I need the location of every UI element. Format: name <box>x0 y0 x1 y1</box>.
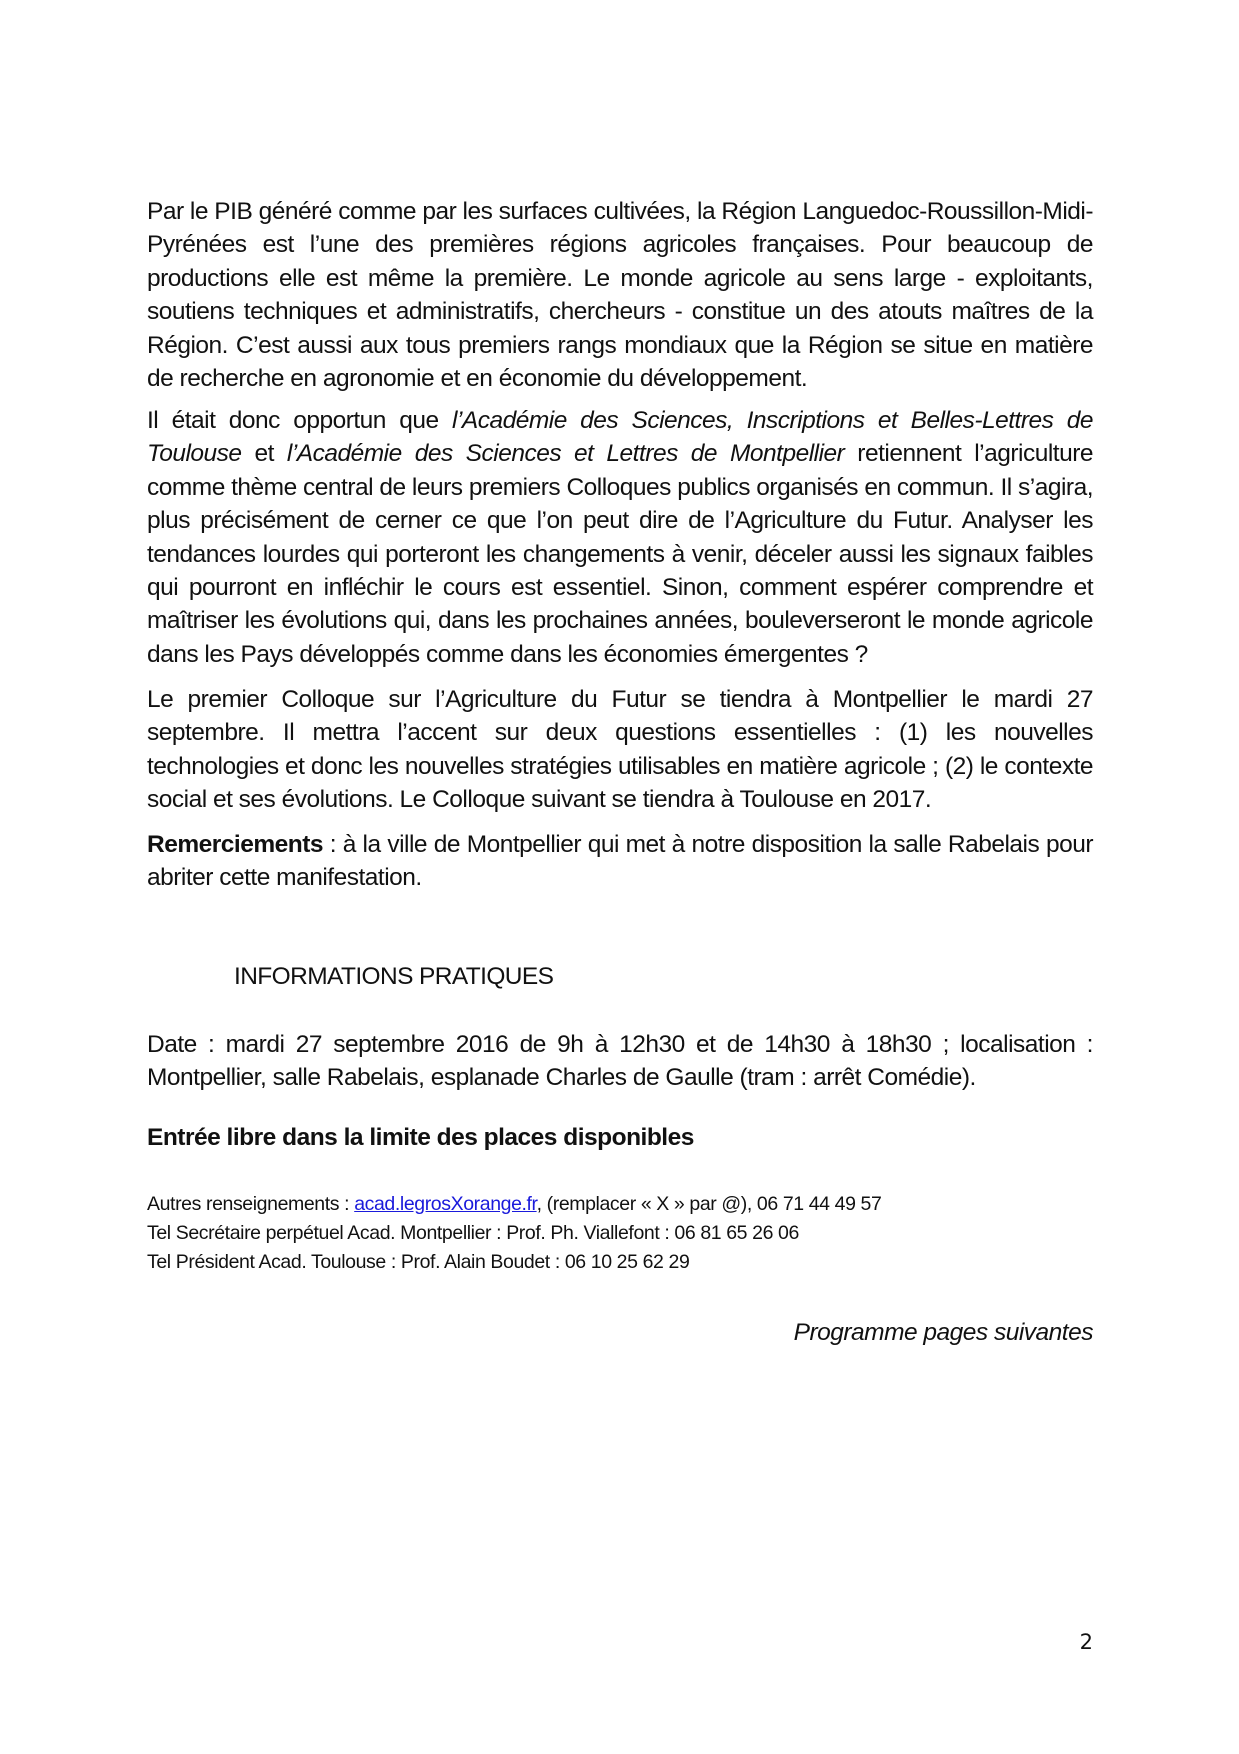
contact-secretary-line: Tel Secrétaire perpétuel Acad. Montpellier : Prof. Ph. Viallefont : 06 81 65 26 06 <box>147 1222 799 1244</box>
practical-info-heading: INFORMATIONS PRATIQUES <box>234 963 554 990</box>
academy-montpellier-name: l’Académie des Sciences et Lettres de Montpellier <box>286 440 845 468</box>
p2-text-middle: et <box>241 440 287 468</box>
programme-note: Programme pages suivantes <box>793 1319 1093 1346</box>
contact-other-line <box>147 1190 881 1219</box>
p2-text-end: retiennent l’agriculture comme thème central de leurs premiers Colloques publics organisés en commun. Il s’agira, plus précisément de cerner ce que l’on peut dire de l’Agriculture du Futur. Analyser les tendances lourdes qui porteront les changements à venir, déceler aussi les signaux faibles qui pourront en infléchir le cours est essentiel. Sinon, comment espérer comprendre et maîtriser les évolutions qui, dans les prochaines années, bouleverseront le monde agricole dans les Pays développés comme dans les économies émergentes ? <box>147 440 1093 668</box>
page-number: 2 <box>1079 1630 1093 1654</box>
contact-email-link[interactable]: acad.legrosXorange.fr <box>354 1193 537 1215</box>
intro-paragraph-region: Par le PIB généré comme par les surfaces cultivées, la Région Languedoc-Roussillon-Midi-Pyrénées est l’une des premières régions agricoles françaises. Pour beaucoup de productions elle est même la première. Le monde agricole au sens large - exploitants, soutiens techniques et administratifs, chercheurs - constitue un des atouts maîtres de la Région. C’est aussi aux tous premiers rangs mondiaux que la Région se situe en matière de recherche en agronomie et en économie du développement. <box>147 198 1094 393</box>
intro-paragraph-colloque: Le premier Colloque sur l’Agriculture du Futur se tiendra à Montpellier le mardi 27 septembre. Il mettra l’accent sur deux questions essentielles : (1) les nouvelles technologies et donc les nouvelles stratégies utilisables en matière agricole ; (2) le contexte social et ses évolutions. Le Colloque suivant se tiendra à Toulouse en 2017. <box>147 686 1093 814</box>
thanks-paragraph <box>147 828 1093 895</box>
p2-text-start: Il était donc opportun que <box>147 407 452 434</box>
free-entry-notice: Entrée libre dans la limite des places disponibles <box>147 1124 694 1151</box>
academy-toulouse-name: l’Académie des Sciences, Inscriptions et Belles-Lettres de Toulouse <box>147 407 1093 468</box>
thanks-text: : à la ville de Montpellier qui met à notre disposition la salle Rabelais pour abriter cette manifestation. <box>147 831 1093 892</box>
contact-info <box>147 1190 881 1277</box>
intro-paragraph-academies <box>147 404 1093 671</box>
contact-president-line: Tel Président Acad. Toulouse : Prof. Alain Boudet : 06 10 25 62 29 <box>147 1251 690 1273</box>
contact-other-label: Autres renseignements : <box>147 1193 355 1215</box>
date-location-info: Date : mardi 27 septembre 2016 de 9h à 12h30 et de 14h30 à 18h30 ; localisation : Montpellier, salle Rabelais, esplanade Charles de Gaulle (tram : arrêt Comédie). <box>147 1031 1093 1092</box>
thanks-label: Remerciements <box>147 831 323 858</box>
contact-other-rest: , (remplacer « X » par @), 06 71 44 49 57 <box>536 1193 882 1215</box>
